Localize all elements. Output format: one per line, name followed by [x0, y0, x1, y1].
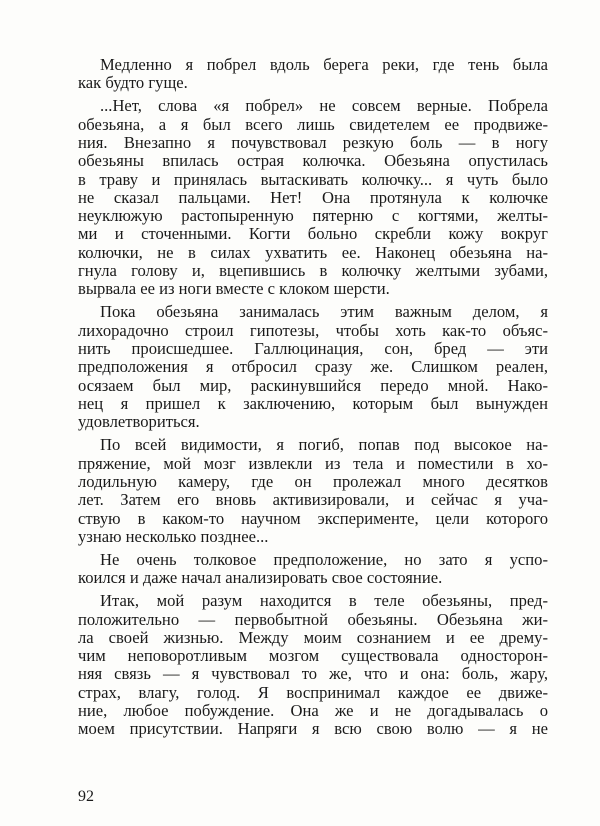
text-line: нить происшедшее. Галлюцинация, сон, бред — эти: [78, 339, 548, 359]
text-line: няя связь — я чувствовал то же, что и она: боль, жару,: [78, 664, 548, 684]
text-line: неуклюжую растопыренную пятерню с когтями, желты-: [78, 206, 548, 226]
text-line: ...Нет, слова «я побрел» не совсем верные. Побрела: [100, 96, 548, 116]
text-line: Не очень толковое предположение, но зато я успо-: [100, 549, 548, 569]
text-line: ствую в каком-то научном эксперименте, цели которого: [78, 508, 548, 528]
text-line: Пока обезьяна занималась этим важным делом, я: [100, 302, 548, 322]
text-line: ния. Внезапно я почувствовал резкую боль — в ногу: [78, 132, 548, 152]
text-line: предположения я отбросил сразу же. Слишком реален,: [78, 357, 548, 377]
text-line: лет. Затем его вновь активизировали, и сейчас я уча-: [78, 490, 548, 510]
text-line: как будто гуще.: [78, 73, 188, 93]
page-number: 92: [78, 788, 94, 805]
text-line: осязаем был мир, раскинувшийся передо мной. Нако-: [78, 375, 548, 395]
text-line: обезьяны впилась острая колючка. Обезьяна опустилась: [78, 151, 548, 171]
paragraph: [78, 592, 548, 738]
text-line: ла своей жизнью. Между моим сознанием и ее дрему-: [78, 627, 548, 647]
text-line: вырвала ее из ноги вместе с клоком шерсти.: [78, 279, 390, 299]
text-line: ми и сточенными. Когти больно скребли кожу вокруг: [78, 224, 548, 244]
text-line: узнаю несколько позднее...: [78, 526, 269, 546]
paragraph: [78, 303, 548, 431]
paragraph: [78, 97, 548, 298]
text-line: моем присутствии. Напряги я всю свою волю — я не: [78, 719, 548, 739]
text-line: Итак, мой разум находится в теле обезьяны, пред-: [100, 591, 548, 611]
text-line: лихорадочно строил гипотезы, чтобы хоть как-то объяс-: [78, 320, 548, 340]
text-line: положительно — первобытной обезьяны. Обезьяна жи-: [78, 609, 548, 629]
text-line: лодильную камеру, где он пролежал много десятков: [78, 471, 548, 491]
paragraph: [78, 56, 548, 93]
page-body-text: [78, 56, 548, 743]
text-line: обезьяна, а я был всего лишь свидетелем ее продвиже-: [78, 114, 548, 134]
paragraph: [78, 551, 548, 588]
text-line: колючки, не в силах ухватить ее. Наконец обезьяна на-: [78, 242, 548, 262]
text-line: удовлетвориться.: [78, 412, 200, 432]
text-line: пряжение, мой мозг извлекли из тела и поместили в хо-: [78, 453, 548, 473]
text-line: коился и даже начал анализировать свое состояние.: [78, 568, 443, 588]
text-line: нец я пришел к заключению, которым был вынужден: [78, 393, 548, 413]
text-line: гнула голову и, вцепившись в колючку желтыми зубами,: [78, 261, 548, 281]
text-line: По всей видимости, я погиб, попав под высокое на-: [100, 435, 548, 455]
text-line: в траву и принялась вытаскивать колючку... я чуть было: [78, 169, 548, 189]
paragraph: [78, 436, 548, 546]
text-line: чим неповоротливым мозгом существовала односторон-: [78, 646, 548, 666]
text-line: не сказал пальцами. Нет! Она протянула к колючке: [78, 187, 548, 207]
text-line: ние, любое побуждение. Она же и не догадывалась о: [78, 701, 548, 721]
text-line: Медленно я побрел вдоль берега реки, где тень была: [100, 55, 548, 74]
text-line: страх, влагу, голод. Я воспринимал каждое ее движе-: [78, 682, 548, 702]
